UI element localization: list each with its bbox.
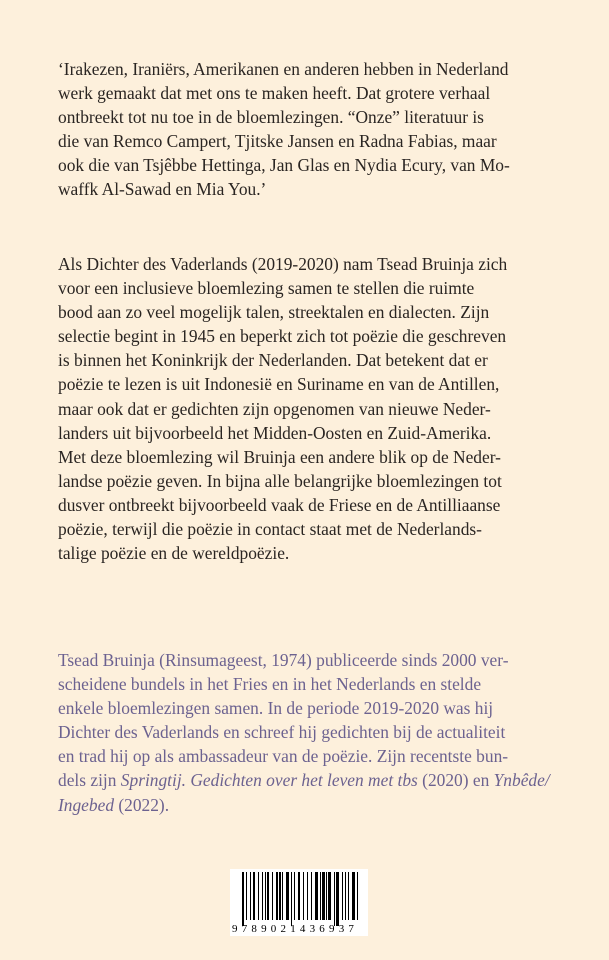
barcode-bar [294,872,295,920]
barcode-bar [272,872,273,920]
text-line: Als Dichter des Vaderlands (2019-2020) nam Tsead Bruinja zich [58,254,508,274]
text-line: ‘Irakezen, Iraniërs, Amerikanen en anderen hebben in Nederland [58,59,509,79]
barcode-bar [250,872,251,920]
barcode-bar [258,872,259,920]
barcode-bar [348,872,349,920]
barcode-bar [279,872,281,920]
text-line: ook die van Tsjêbbe Hettinga, Jan Glas en Nydia Ecury, van Mo- [58,155,510,176]
barcode-bar [334,872,335,926]
barcode-bar [342,872,343,920]
bio-text: (2022). [114,794,170,815]
barcode-bar [326,872,327,920]
bio-line: Dichter des Vaderlands en schreef hij gedichten bij de actualiteit [58,722,506,743]
text-line: maar ook dat er gedichten zijn opgenomen van nieuwe Neder- [58,398,491,419]
text-line: poëzie, terwijl die poëzie in contact staat met de Nederlands- [58,519,482,540]
barcode-bar [320,872,321,920]
text-line: landers uit bijvoorbeeld het Midden-Oosten en Zuid-Amerika. [58,422,492,443]
bio-line: en trad hij op als ambassadeur van de poëzie. Zijn recentste bun- [58,746,509,767]
bio-line [58,768,578,792]
barcode-bar [357,872,358,920]
bio-text: (2020) en [417,770,494,791]
text-line: die van Remco Campert, Tjitske Jansen en Radna Fabias, maar [58,131,497,152]
barcode-bar [242,872,244,926]
bio-line: Tsead Bruinja (Rinsumageest, 1974) publiceerde sinds 2000 ver- [58,650,509,670]
text-line: selectie begint in 1945 en beperkt zich tot poëzie die geschreven [58,326,507,347]
text-line: waffk Al-Sawad en Mia You.’ [58,179,267,200]
text-line: Met deze bloemlezing wil Bruinja een andere blik op de Neder- [58,446,501,467]
isbn-digits: 9789021436937 [232,923,359,935]
barcode-bar [315,872,318,920]
barcode-bar [328,872,331,920]
barcode-bar [286,872,289,920]
barcode-bar [311,872,312,920]
barcode-bar [345,872,346,920]
text-line: bood aan zo veel mogelijk talen, streektalen en dialecten. Zijn [58,302,490,323]
text-line: dusver ontbreekt bijvoorbeeld vaak de Friese en de Antilliaanse [58,494,501,515]
text-line: ontbreekt tot nu toe in de bloemlezingen. “Onze” literatuur is [58,107,484,128]
barcode-bar [246,872,247,920]
description-paragraph [58,252,578,565]
book-title: Ingebed [58,794,115,815]
barcode-bar [336,872,339,926]
bio-line [58,793,578,817]
barcode-bar [267,872,269,920]
bio-line: enkele bloemlezingen samen. In de periode 2019-2020 was hij [58,698,494,719]
barcode-bar [352,872,355,920]
book-title: Springtij. Gedichten over het leven met tbs [120,770,418,791]
barcode-bar [322,872,325,920]
bio-text: dels zijn [58,770,121,791]
book-title: Ynbêde/ [493,770,550,791]
author-bio [58,648,578,817]
barcode-bar [282,872,283,920]
barcode-bars [242,872,362,920]
barcode-bar [303,872,304,920]
text-line: werk gemaakt dat met ons te maken heeft. Dat grotere verhaal [58,83,491,104]
barcode-bar [298,872,300,920]
text-line: talige poëzie en de wereldpoëzie. [58,543,290,564]
isbn-barcode [230,869,368,936]
barcode-bar [265,872,266,920]
barcode-bar [276,872,278,920]
text-line: poëzie te lezen is uit Indonesië en Suriname en van de Antillen, [58,374,500,395]
barcode-bar [262,872,263,920]
barcode-bar [291,872,292,926]
text-line: is binnen het Koninkrijk der Nederlanden. Dat betekent dat er [58,350,488,371]
barcode-bar [253,872,255,920]
text-line: voor een inclusieve bloemlezing samen te stellen die ruimte [58,278,475,299]
quote-paragraph [58,57,578,202]
text-line: landse poëzie geven. In bijna alle belangrijke bloemlezingen tot [58,470,502,491]
barcode-bar [307,872,308,920]
bio-line: scheidene bundels in het Fries en in het Nederlands en stelde [58,674,482,695]
